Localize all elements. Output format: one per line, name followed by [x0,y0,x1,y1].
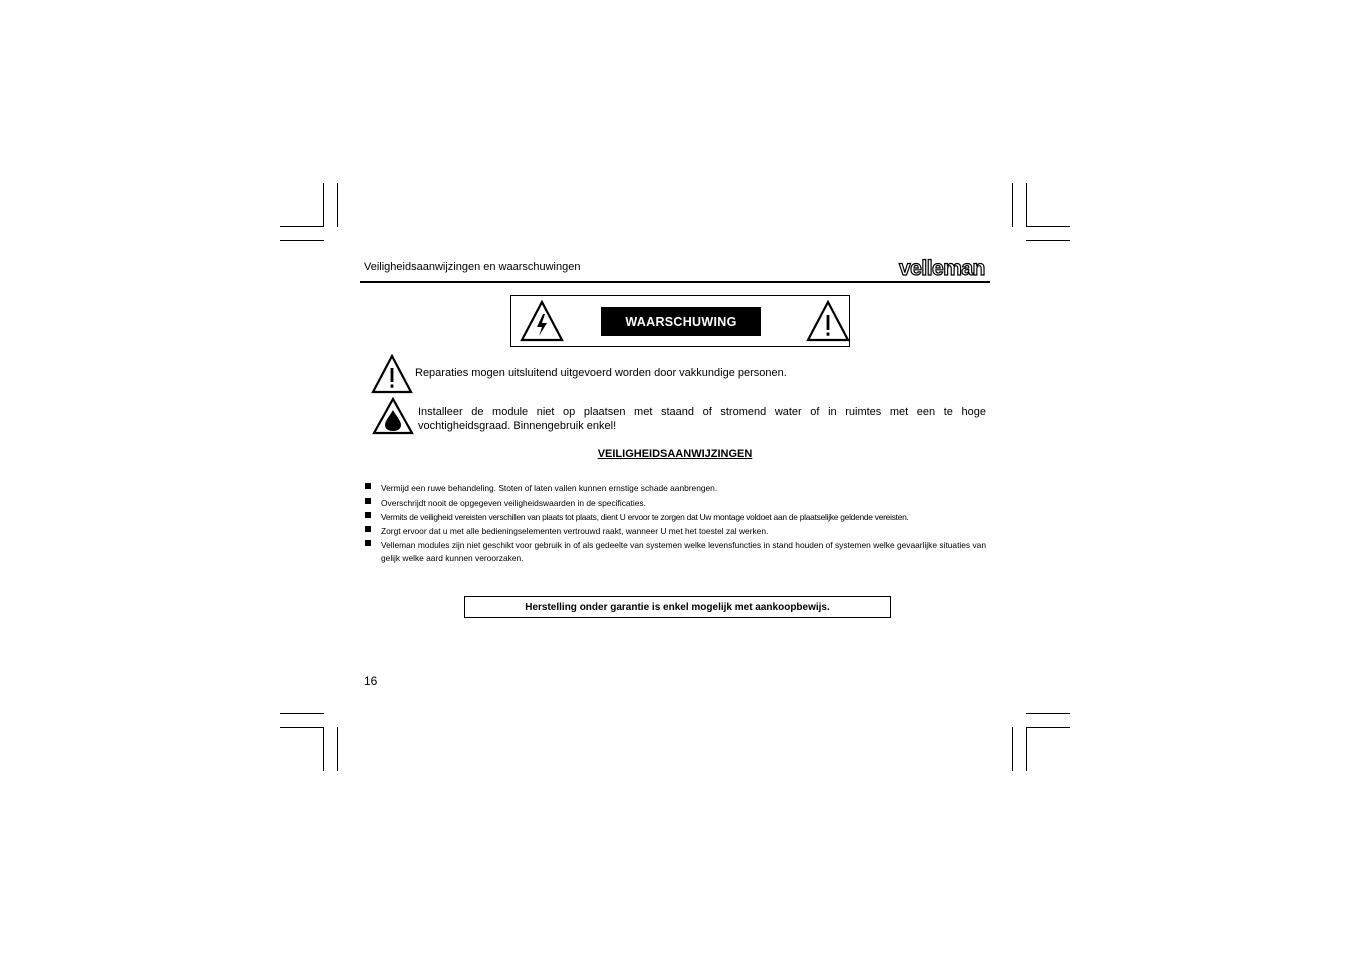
notice-repair-text: Reparaties mogen uitsluitend uitgevoerd worden door vakkundige personen. [415,367,787,379]
exclamation-triangle-icon [806,300,850,347]
crop-mark [323,183,324,227]
crop-mark [1026,727,1070,728]
bullet-marker [365,498,371,504]
crop-mark [280,713,324,714]
crop-mark [337,183,338,227]
page-number: 16 [364,674,378,688]
list-item: Zorgt ervoor dat u met alle bedieningselementen vertrouwd raakt, wanneer U met het toestel zal werken. [381,526,769,536]
crop-mark [1026,226,1070,227]
crop-mark [1012,727,1013,771]
list-item: Overschrijdt nooit de opgegeven veiligheidswaarden in de specificaties. [381,498,646,508]
crop-mark [1026,240,1070,241]
crop-mark [1026,727,1027,771]
crop-mark [1012,183,1013,227]
electric-hazard-icon [520,300,564,347]
crop-mark [323,727,324,771]
header-divider [360,281,990,283]
section-heading: VEILIGHEIDSAANWIJZINGEN [597,448,753,460]
crop-mark [1026,713,1070,714]
guarantee-notice: Herstelling onder garantie is enkel mogelijk met aankoopbewijs. [464,596,891,618]
crop-mark [1026,183,1027,227]
warning-label: WAARSCHUWING [601,307,761,336]
crop-mark [280,226,324,227]
water-drop-triangle-icon [372,397,414,440]
bullet-marker [365,483,371,489]
bullet-marker [365,526,371,532]
crop-mark [337,727,338,771]
bullet-marker [365,540,371,546]
list-item: Vermijd een ruwe behandeling. Stoten of laten vallen kunnen ernstige schade aanbrengen. [381,483,718,493]
list-item: Velleman modules zijn niet geschikt voor gebruik in of als gedeelte van systemen welke levensfuncties in stand houden of systemen welke gevaarlijke situaties van gelijk welke aard kunnen veroorzaken. [381,540,986,563]
page-header-title: Veiligheidsaanwijzingen en waarschuwingen [364,261,581,273]
crop-mark [280,727,324,728]
crop-mark [280,240,324,241]
exclamation-triangle-icon [371,354,413,399]
bullet-marker [365,512,371,518]
list-item: Vermits de veiligheid vereisten verschillen van plaats tot plaats, dient U ervoor te zorgen dat Uw montage voldoet aan de plaatselijke geldende vereisten. [381,512,909,522]
logo-text: velleman [899,258,985,280]
notice-water-text: Installeer de module niet op plaatsen met staand of stromend water of in ruimtes met een te hoge vochtigheidsgraad. Binnengebruik enkel! [418,406,986,432]
